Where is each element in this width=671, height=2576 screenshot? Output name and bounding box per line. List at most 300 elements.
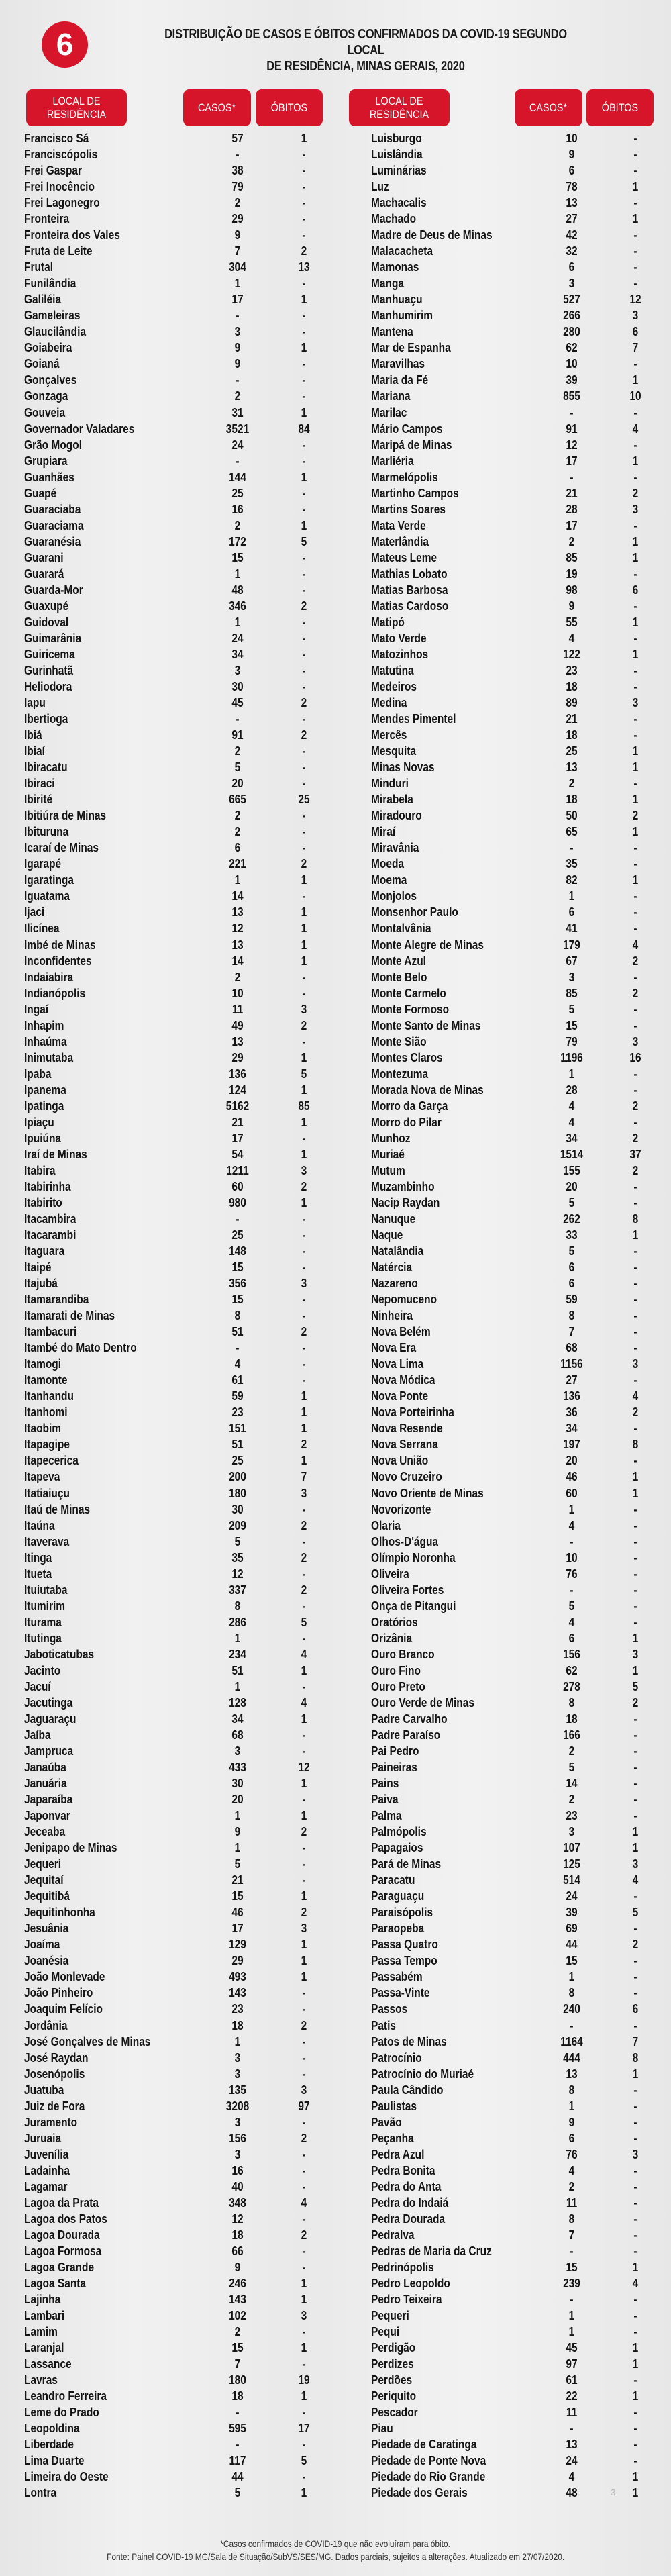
municipality-name: Januária xyxy=(24,1777,67,1791)
deaths-value: - xyxy=(633,277,637,291)
table-row xyxy=(0,679,671,695)
deaths-value: 2 xyxy=(632,1695,639,1710)
table-row xyxy=(0,1775,671,1791)
municipality-name: Fruta de Leite xyxy=(24,244,93,258)
municipality-name: Olímpio Noronha xyxy=(371,1550,456,1565)
municipality-name: Iturama xyxy=(24,1615,62,1629)
table-row xyxy=(0,1034,671,1050)
municipality-name: Ouro Branco xyxy=(371,1647,435,1661)
deaths-value: - xyxy=(302,389,306,403)
municipality-name: Muriaé xyxy=(371,1147,405,1161)
cases-value: 980 xyxy=(229,1195,246,1209)
cases-value: 117 xyxy=(229,2454,246,2468)
table-row xyxy=(0,2066,671,2082)
municipality-name: Ouro Preto xyxy=(371,1679,425,1693)
footer-source xyxy=(0,2550,671,2563)
deaths-value: 1 xyxy=(632,873,639,887)
cases-value: 156 xyxy=(229,2131,246,2145)
cases-value: 5162 xyxy=(225,1099,250,1113)
deaths-value: - xyxy=(302,2067,306,2081)
municipality-name: Miraí xyxy=(371,825,396,839)
municipality-name: Glaucilândia xyxy=(24,325,87,339)
deaths-value: 4 xyxy=(632,2276,639,2290)
deaths-value: 2 xyxy=(632,1938,639,1952)
deaths-value: 1 xyxy=(301,905,307,920)
table-row xyxy=(0,243,671,259)
cases-value: 348 xyxy=(229,2195,246,2210)
deaths-value: - xyxy=(633,164,637,178)
municipality-name: Matutina xyxy=(371,663,414,677)
cases-value: 51 xyxy=(231,1438,244,1452)
cases-value: 1 xyxy=(568,2309,575,2323)
municipality-name: Inconfidentes xyxy=(24,954,92,968)
cases-value: 51 xyxy=(231,1663,244,1677)
municipality-name: Paineiras xyxy=(371,1761,417,1775)
cases-value: 2 xyxy=(568,777,575,791)
cases-value: 10 xyxy=(566,1550,578,1565)
table-row xyxy=(0,501,671,517)
municipality-name: Pedro Leopoldo xyxy=(371,2276,450,2290)
table-row xyxy=(0,920,671,936)
cases-value: 34 xyxy=(231,647,244,661)
cases-value: 179 xyxy=(563,938,580,952)
deaths-value: - xyxy=(633,2293,637,2307)
table-row xyxy=(0,1340,671,1356)
municipality-name: Itaobim xyxy=(24,1422,62,1436)
deaths-value: 12 xyxy=(629,293,641,307)
municipality-name: Jaíba xyxy=(24,1728,51,1742)
municipality-name: Guarani xyxy=(24,550,64,564)
table-row xyxy=(0,1195,671,1211)
deaths-value: 1 xyxy=(632,180,639,194)
table-row xyxy=(0,1050,671,1066)
deaths-value: - xyxy=(633,1567,637,1581)
deaths-value: - xyxy=(302,438,306,452)
cases-value: 3 xyxy=(234,1744,241,1758)
deaths-value: - xyxy=(633,2163,637,2177)
cases-value: 3 xyxy=(568,277,575,291)
cases-value: 2 xyxy=(568,2179,575,2193)
cases-value: 30 xyxy=(231,680,244,694)
municipality-name: Pedralva xyxy=(371,2228,415,2242)
deaths-value: - xyxy=(633,728,637,742)
cases-value: 7 xyxy=(234,2357,241,2371)
table-row xyxy=(0,1807,671,1824)
deaths-value: - xyxy=(633,2018,637,2032)
table-row xyxy=(0,743,671,759)
deaths-value: 1 xyxy=(301,1889,307,1903)
municipality-name: Mato Verde xyxy=(371,631,427,645)
cases-value: 30 xyxy=(231,1777,244,1791)
deaths-value: - xyxy=(302,2163,306,2177)
municipality-name: Pedra do Anta xyxy=(371,2179,442,2193)
deaths-value: 3 xyxy=(632,1357,639,1371)
table-row xyxy=(0,662,671,679)
municipality-name: Pedra do Indaiá xyxy=(371,2195,449,2210)
table-row xyxy=(0,1469,671,1485)
table-row xyxy=(0,405,671,421)
deaths-value: 10 xyxy=(629,389,641,403)
municipality-name: Igarapé xyxy=(24,857,62,871)
deaths-value: - xyxy=(302,2002,306,2016)
table-row xyxy=(0,2227,671,2243)
municipality-name: Indianópolis xyxy=(24,986,86,1000)
deaths-value: - xyxy=(633,148,637,162)
municipality-name: Lagoa Grande xyxy=(24,2260,95,2274)
deaths-value: 1 xyxy=(301,405,307,419)
municipality-name: Itapeva xyxy=(24,1470,60,1484)
municipality-name: Itamonte xyxy=(24,1373,68,1387)
cases-value: 13 xyxy=(566,2067,578,2081)
cases-value: 33 xyxy=(566,1228,578,1242)
municipality-name: Paula Cândido xyxy=(371,2083,444,2097)
municipality-name: Novo Oriente de Minas xyxy=(371,1486,484,1500)
deaths-value: 1 xyxy=(301,341,307,355)
cases-value: 665 xyxy=(229,793,246,807)
cases-value: 76 xyxy=(566,2147,578,2161)
municipality-name: Itacambira xyxy=(24,1212,76,1226)
deaths-value: - xyxy=(633,680,637,694)
deaths-value: 1 xyxy=(301,1712,307,1726)
municipality-name: Manhumirim xyxy=(371,309,433,323)
municipality-name: Lagoa da Prata xyxy=(24,2195,99,2210)
deaths-value: 3 xyxy=(301,1002,307,1016)
table-row xyxy=(0,275,671,291)
deaths-value: - xyxy=(302,212,306,226)
table-row xyxy=(0,340,671,356)
municipality-name: Nova Era xyxy=(371,1341,417,1355)
table-row xyxy=(0,598,671,614)
deaths-value: - xyxy=(633,2406,637,2420)
municipality-name: Josenópolis xyxy=(24,2067,85,2081)
cases-value: 6 xyxy=(568,905,575,920)
deaths-value: - xyxy=(302,777,306,791)
cases-value: 8 xyxy=(234,1309,241,1323)
table-row xyxy=(0,1082,671,1098)
municipality-name: Ibertioga xyxy=(24,712,68,726)
deaths-value: - xyxy=(302,1567,306,1581)
cases-value: 18 xyxy=(566,793,578,807)
deaths-value: - xyxy=(633,2373,637,2387)
municipality-name: Joaíma xyxy=(24,1938,60,1952)
table-row xyxy=(0,2372,671,2388)
cases-value: 143 xyxy=(229,2293,246,2307)
cases-value: 15 xyxy=(231,550,244,564)
deaths-value: - xyxy=(633,1277,637,1291)
deaths-value: - xyxy=(302,647,306,661)
municipality-name: Olhos-D'água xyxy=(371,1534,439,1548)
municipality-name: Ouro Verde de Minas xyxy=(371,1695,474,1710)
footer-note-text: *Casos confirmados de COVID-19 que não evoluíram para óbito. xyxy=(220,2538,451,2549)
municipality-name: Pedro Teixeira xyxy=(371,2293,442,2307)
cases-value: 5 xyxy=(568,1244,575,1258)
cases-value: 128 xyxy=(229,1695,246,1710)
municipality-name: Itaverava xyxy=(24,1534,70,1548)
cases-value: 15 xyxy=(566,1018,578,1032)
deaths-value: - xyxy=(302,550,306,564)
table-row xyxy=(0,646,671,662)
deaths-value: 2 xyxy=(301,2018,307,2032)
cases-value: 166 xyxy=(563,1728,580,1742)
municipality-name: Joaquim Felício xyxy=(24,2002,103,2016)
table-row xyxy=(0,1566,671,1582)
table-row xyxy=(0,1404,671,1420)
deaths-value: - xyxy=(633,889,637,903)
deaths-value: - xyxy=(633,1583,637,1597)
municipality-name: Nova Porteirinha xyxy=(371,1405,454,1420)
municipality-name: Itapagipe xyxy=(24,1438,70,1452)
deaths-value: - xyxy=(633,1083,637,1097)
deaths-value: 1 xyxy=(301,1663,307,1677)
deaths-value: 2 xyxy=(632,486,639,500)
municipality-name: Monjolos xyxy=(371,889,417,903)
cases-value: 433 xyxy=(229,1761,246,1775)
table-row xyxy=(0,1518,671,1534)
cases-value: 9 xyxy=(568,599,575,613)
municipality-name: Luminárias xyxy=(371,164,427,178)
deaths-value: - xyxy=(302,1599,306,1613)
municipality-name: Nepomuceno xyxy=(371,1293,437,1307)
municipality-name: Mariana xyxy=(371,389,411,403)
deaths-value: 1 xyxy=(632,1663,639,1677)
municipality-name: Patis xyxy=(371,2018,397,2032)
municipality-name: Jacinto xyxy=(24,1663,61,1677)
deaths-value: - xyxy=(302,566,306,581)
municipality-name: Piedade de Caratinga xyxy=(371,2438,477,2452)
cases-value: 13 xyxy=(231,938,244,952)
cases-value: 27 xyxy=(566,1373,578,1387)
cases-value: 18 xyxy=(566,1712,578,1726)
deaths-value: - xyxy=(302,454,306,468)
municipality-name: Guaraciaba xyxy=(24,502,81,516)
deaths-value: 2 xyxy=(632,954,639,968)
municipality-name: Nanuque xyxy=(371,1212,416,1226)
deaths-value: 1 xyxy=(632,647,639,661)
cases-value: 61 xyxy=(566,2373,578,2387)
table-row xyxy=(0,791,671,807)
cases-value: 59 xyxy=(566,1293,578,1307)
municipality-name: Fronteira xyxy=(24,212,70,226)
municipality-name: Jequitibá xyxy=(24,1889,70,1903)
deaths-value: - xyxy=(633,1970,637,1984)
cases-value: 11 xyxy=(566,2195,578,2210)
municipality-name: Itacarambi xyxy=(24,1228,76,1242)
cases-value: 27 xyxy=(566,212,578,226)
cases-value: 6 xyxy=(234,841,241,855)
deaths-value: - xyxy=(633,2438,637,2452)
cases-value: 41 xyxy=(566,922,578,936)
cases-value: 1 xyxy=(234,1631,241,1645)
cases-value: 17 xyxy=(566,518,578,532)
municipality-name: Frei Gaspar xyxy=(24,164,83,178)
cases-value: - xyxy=(570,2244,574,2258)
cases-value: 1 xyxy=(568,2325,575,2339)
deaths-value: 3 xyxy=(632,2147,639,2161)
cases-value: 9 xyxy=(234,2260,241,2274)
deaths-value: 1 xyxy=(301,1938,307,1952)
table-row xyxy=(0,582,671,598)
cases-value: 18 xyxy=(231,2228,244,2242)
deaths-value: - xyxy=(633,1502,637,1516)
table-row xyxy=(0,485,671,501)
table-row xyxy=(0,179,671,195)
municipality-name: Leopoldina xyxy=(24,2422,80,2436)
cases-value: 30 xyxy=(231,1502,244,1516)
municipality-name: Minduri xyxy=(371,777,409,791)
cases-value: 8 xyxy=(568,2212,575,2226)
deaths-value: 4 xyxy=(632,1389,639,1403)
cases-value: 11 xyxy=(231,1002,244,1016)
municipality-name: Orizânia xyxy=(371,1631,413,1645)
deaths-value: 84 xyxy=(298,422,310,436)
cases-value: 15 xyxy=(566,1954,578,1968)
deaths-value: - xyxy=(302,680,306,694)
municipality-name: Francisco Sá xyxy=(24,132,89,145)
deaths-value: 5 xyxy=(301,534,307,548)
municipality-name: Itabirito xyxy=(24,1195,62,1209)
cases-value: 34 xyxy=(566,1131,578,1145)
cases-value: 51 xyxy=(231,1325,244,1339)
table-row xyxy=(0,2098,671,2114)
title-line-1: DISTRIBUIÇÃO DE CASOS E ÓBITOS CONFIRMADOS DA COVID-19 SEGUNDO LOCAL xyxy=(164,27,567,58)
deaths-value: 1 xyxy=(301,1195,307,1209)
deaths-value: - xyxy=(633,1067,637,1081)
deaths-value: 8 xyxy=(632,1438,639,1452)
municipality-name: Mantena xyxy=(371,325,413,339)
cases-value: 10 xyxy=(566,357,578,371)
deaths-value: 1 xyxy=(632,212,639,226)
cases-value: 1 xyxy=(234,873,241,887)
cases-value: - xyxy=(236,712,240,726)
table-row xyxy=(0,2404,671,2420)
municipality-name: Patrocínio do Muriaé xyxy=(371,2067,474,2081)
table-row xyxy=(0,1985,671,2001)
table-row xyxy=(0,1452,671,1469)
deaths-value: 7 xyxy=(632,2034,639,2048)
cases-value: 124 xyxy=(229,1083,246,1097)
deaths-value: - xyxy=(633,228,637,242)
table-row xyxy=(0,1856,671,1872)
deaths-value: - xyxy=(633,777,637,791)
cases-value: 79 xyxy=(231,180,244,194)
municipality-name: Guarará xyxy=(24,566,64,581)
cases-value: 4 xyxy=(568,1615,575,1629)
municipality-name: Jacuí xyxy=(24,1679,51,1693)
municipality-name: Jacutinga xyxy=(24,1695,73,1710)
cases-value: 1196 xyxy=(560,1050,583,1064)
table-row xyxy=(0,872,671,888)
municipality-name: Mendes Pimentel xyxy=(371,712,456,726)
cases-value: - xyxy=(236,373,240,387)
cases-value: 1 xyxy=(568,1502,575,1516)
cases-value: 4 xyxy=(568,1518,575,1532)
left-header-obitos xyxy=(256,89,323,126)
cases-value: 135 xyxy=(229,2083,246,2097)
page-number: 3 xyxy=(611,2487,616,2497)
municipality-name: Itinga xyxy=(24,1550,52,1565)
municipality-name: Indaiabira xyxy=(24,970,74,984)
table-row xyxy=(0,211,671,227)
deaths-value: 7 xyxy=(301,1470,307,1484)
cases-value: 6 xyxy=(568,1277,575,1291)
table-row xyxy=(0,1001,671,1018)
cases-value: 46 xyxy=(566,1470,578,1484)
cases-value: 15 xyxy=(231,1260,244,1275)
header-label: ÓBITOS xyxy=(601,101,639,114)
table-row xyxy=(0,1759,671,1775)
municipality-name: Itaipé xyxy=(24,1260,52,1275)
municipality-name: Pedra Azul xyxy=(371,2147,425,2161)
municipality-name: Nacip Raydan xyxy=(371,1195,440,1209)
deaths-value: - xyxy=(633,1922,637,1936)
deaths-value: - xyxy=(633,1002,637,1016)
deaths-value: 7 xyxy=(632,341,639,355)
municipality-name: Onça de Pitangui xyxy=(371,1599,456,1613)
table-row xyxy=(0,1291,671,1307)
municipality-name: Ninheira xyxy=(371,1309,413,1323)
deaths-value: - xyxy=(633,2179,637,2193)
municipality-name: Pai Pedro xyxy=(371,1744,419,1758)
municipality-name: Lagoa Santa xyxy=(24,2276,87,2290)
table-row xyxy=(0,550,671,566)
deaths-value: 1 xyxy=(301,873,307,887)
municipality-name: Matias Cardoso xyxy=(371,599,449,613)
deaths-value: - xyxy=(302,1131,306,1145)
municipality-name: Jesuânia xyxy=(24,1922,69,1936)
deaths-value: 2 xyxy=(301,1905,307,1920)
deaths-value: - xyxy=(302,2147,306,2161)
deaths-value: 2 xyxy=(301,1583,307,1597)
cases-value: 3 xyxy=(234,2050,241,2065)
municipality-name: Itamarandiba xyxy=(24,1293,89,1307)
cases-value: 1 xyxy=(568,2099,575,2113)
municipality-name: José Gonçalves de Minas xyxy=(24,2034,151,2048)
cases-value: 2 xyxy=(568,534,575,548)
cases-value: 21 xyxy=(566,486,578,500)
deaths-value: - xyxy=(302,2050,306,2065)
deaths-value: - xyxy=(302,1857,306,1871)
cases-value: 23 xyxy=(231,1405,244,1420)
table-row xyxy=(0,711,671,727)
cases-value: 2 xyxy=(234,809,241,823)
deaths-value: - xyxy=(302,841,306,855)
deaths-value: - xyxy=(302,1212,306,1226)
deaths-value: 4 xyxy=(632,1873,639,1887)
cases-value: 34 xyxy=(231,1712,244,1726)
cases-value: 1 xyxy=(234,1809,241,1823)
deaths-value: 1 xyxy=(301,1050,307,1064)
deaths-value: 1 xyxy=(632,2470,639,2484)
deaths-value: - xyxy=(302,2179,306,2193)
cases-value: 38 xyxy=(231,164,244,178)
cases-value: - xyxy=(570,1583,574,1597)
deaths-value: - xyxy=(302,2325,306,2339)
deaths-value: 2 xyxy=(301,1825,307,1839)
cases-value: 29 xyxy=(231,1954,244,1968)
cases-value: 39 xyxy=(566,373,578,387)
deaths-value: - xyxy=(633,1244,637,1258)
municipality-name: Lavras xyxy=(24,2373,58,2387)
municipality-name: Japonvar xyxy=(24,1809,70,1823)
municipality-name: Itatiaiuçu xyxy=(24,1486,70,1500)
table-row xyxy=(0,1436,671,1452)
cases-value: 91 xyxy=(231,728,244,742)
municipality-name: Oliveira xyxy=(371,1567,409,1581)
deaths-value: - xyxy=(302,1728,306,1742)
deaths-value: 1 xyxy=(632,2067,639,2081)
cases-value: 5 xyxy=(568,1195,575,1209)
table-row xyxy=(0,1243,671,1259)
